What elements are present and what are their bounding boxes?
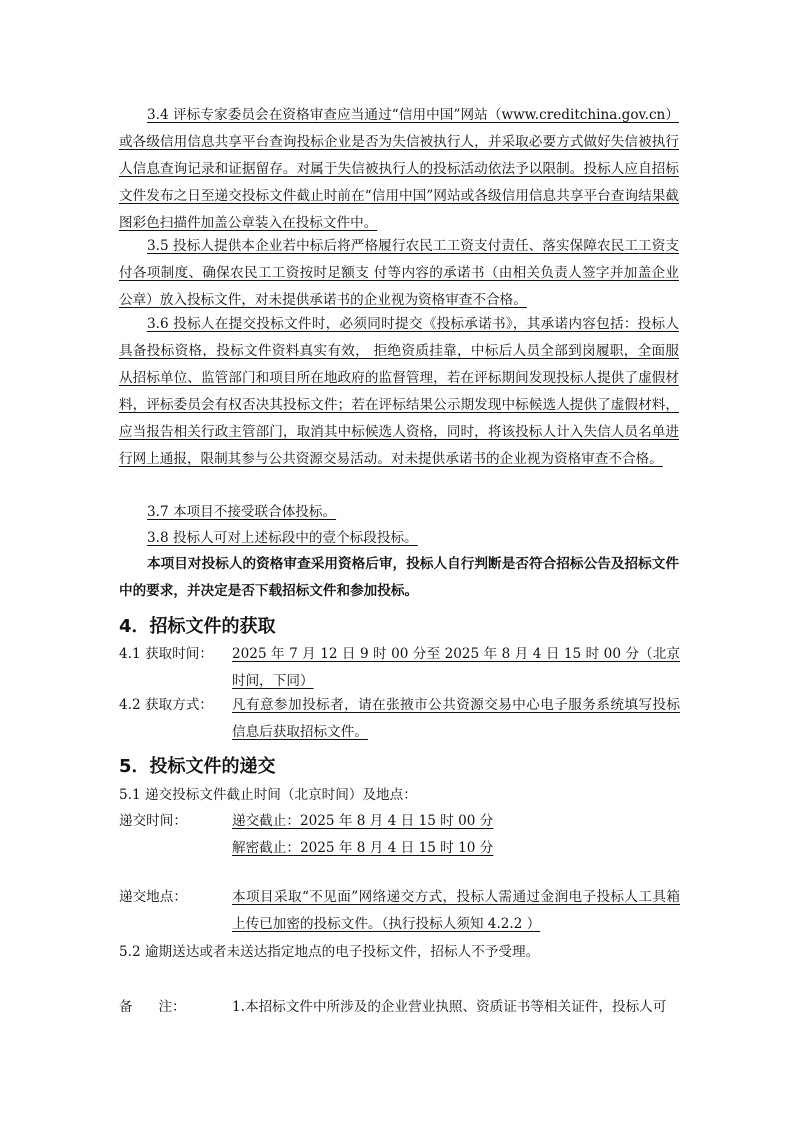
- section-4-heading: 4．招标文件的获取: [119, 616, 276, 637]
- section-5-heading: 5．投标文件的递交: [119, 756, 276, 777]
- acquire-time-row: [0, 641, 793, 695]
- acquire-method-value: [232, 692, 680, 746]
- acquire-method-row: [0, 692, 793, 746]
- paragraph-3-7-text: 3.7 本项目不接受联合体投标。: [147, 504, 337, 520]
- remarks-row: [0, 994, 793, 1021]
- submit-place-label: 递交地点：: [119, 889, 187, 905]
- paragraph-3-4: [119, 102, 679, 237]
- paragraph-3-8-text: 3.8 投标人可对上述标段中的壹个标段投标。: [147, 530, 418, 546]
- paragraph-3-5: [119, 233, 679, 314]
- submit-time-row: [0, 808, 793, 862]
- remarks-value: 1.本招标文件中所涉及的企业营业执照、资质证书等相关证件，投标人可: [232, 999, 667, 1015]
- acquire-time-label: 4.1 获取时间：: [119, 646, 213, 662]
- qualification-note: 本项目对投标人的资格审查采用资格后审，投标人自行判断是否符合招标公告及招标文件中的要求，并决定是否下载招标文件和参加投标。: [119, 556, 679, 599]
- submit-deadline: [232, 808, 680, 835]
- submit-deadline-text: 递交截止：2025 年 8 月 4 日 15 时 00 分: [232, 813, 494, 829]
- paragraph-3-6-text: 3.6 投标人在提交投标文件时，必须同时提交《投标承诺书》，其承诺内容包括：投标人具备投标资格，投标文件资料真实有效， 拒绝资质挂靠，中标后人员全部到岗履职，全面服从招标单位、监管部门和项目所在地政府的监督管理，若在评标期间发现投标人提供了虚假材料，评标委员会有权否决其投标文件；若在评标结果公示期发现中标候选人提供了虚假材料，应当报告相关行政主管部门，取消其中标候选人资格，同时，将该投标人计入失信人员名单进行网上通报，限制其参与公共资源交易活动。对未提供承诺书的企业视为资格审查不合格。: [119, 316, 679, 467]
- decrypt-deadline: [232, 835, 680, 862]
- paragraph-3-6: [119, 311, 679, 473]
- acquire-time-value: [232, 641, 680, 695]
- acquire-time-text: 2025 年 7 月 12 日 9 时 00 分至 2025 年 8 月 4 日 15 时 00 分（北京时间，下同）: [232, 646, 680, 689]
- acquire-method-text: 凡有意参加投标者，请在张掖市公共资源交易中心电子服务系统填写投标信息后获取招标文件。: [232, 697, 680, 740]
- acquire-method-label: 4.2 获取方式：: [119, 697, 213, 713]
- paragraph-5-1: 5.1 递交投标文件截止时间（北京时间）及地点：: [119, 787, 417, 803]
- paragraph-5-2: 5.2 逾期送达或者未送达指定地点的电子投标文件，招标人不予受理。: [119, 944, 540, 960]
- remarks-label: 备 注：: [119, 999, 186, 1015]
- paragraph-3-8: [119, 525, 679, 552]
- submit-place-value: [232, 884, 680, 938]
- paragraph-3-4-text: 3.4 评标专家委员会在资格审查应当通过“信用中国”网站（www.creditchina.gov.cn）或各级信用信息共享平台查询投标企业是否为失信被执行人，并采取必要方式做好失信被执行人信息查询记录和证据留存。对属于失信被执行人的投标活动依法予以限制。投标人应自招标文件发布之日至递交投标文件截止时前在“信用中国”网站或各级信用信息共享平台查询结果截图彩色扫描件加盖公章装入在投标文件中。: [119, 107, 679, 231]
- submit-place-row: [0, 884, 793, 938]
- paragraph-3-7: [119, 499, 679, 526]
- paragraph-3-5-text: 3.5 投标人提供本企业若中标后将严格履行农民工工资支付责任、落实保障农民工工资支付各项制度、确保农民工工资按时足额支 付等内容的承诺书（由相关负责人签字并加盖企业公章）放入投标文件，对未提供承诺书的企业视为资格审查不合格。: [119, 238, 679, 308]
- submit-place-text: 本项目采取“不见面”网络递交方式，投标人需通过金润电子投标人工具箱上传已加密的投标文件。（执行投标人须知 4.2.2 ）: [232, 889, 680, 932]
- submit-time-label: 递交时间：: [119, 813, 187, 829]
- decrypt-deadline-text: 解密截止：2025 年 8 月 4 日 15 时 10 分: [232, 840, 494, 856]
